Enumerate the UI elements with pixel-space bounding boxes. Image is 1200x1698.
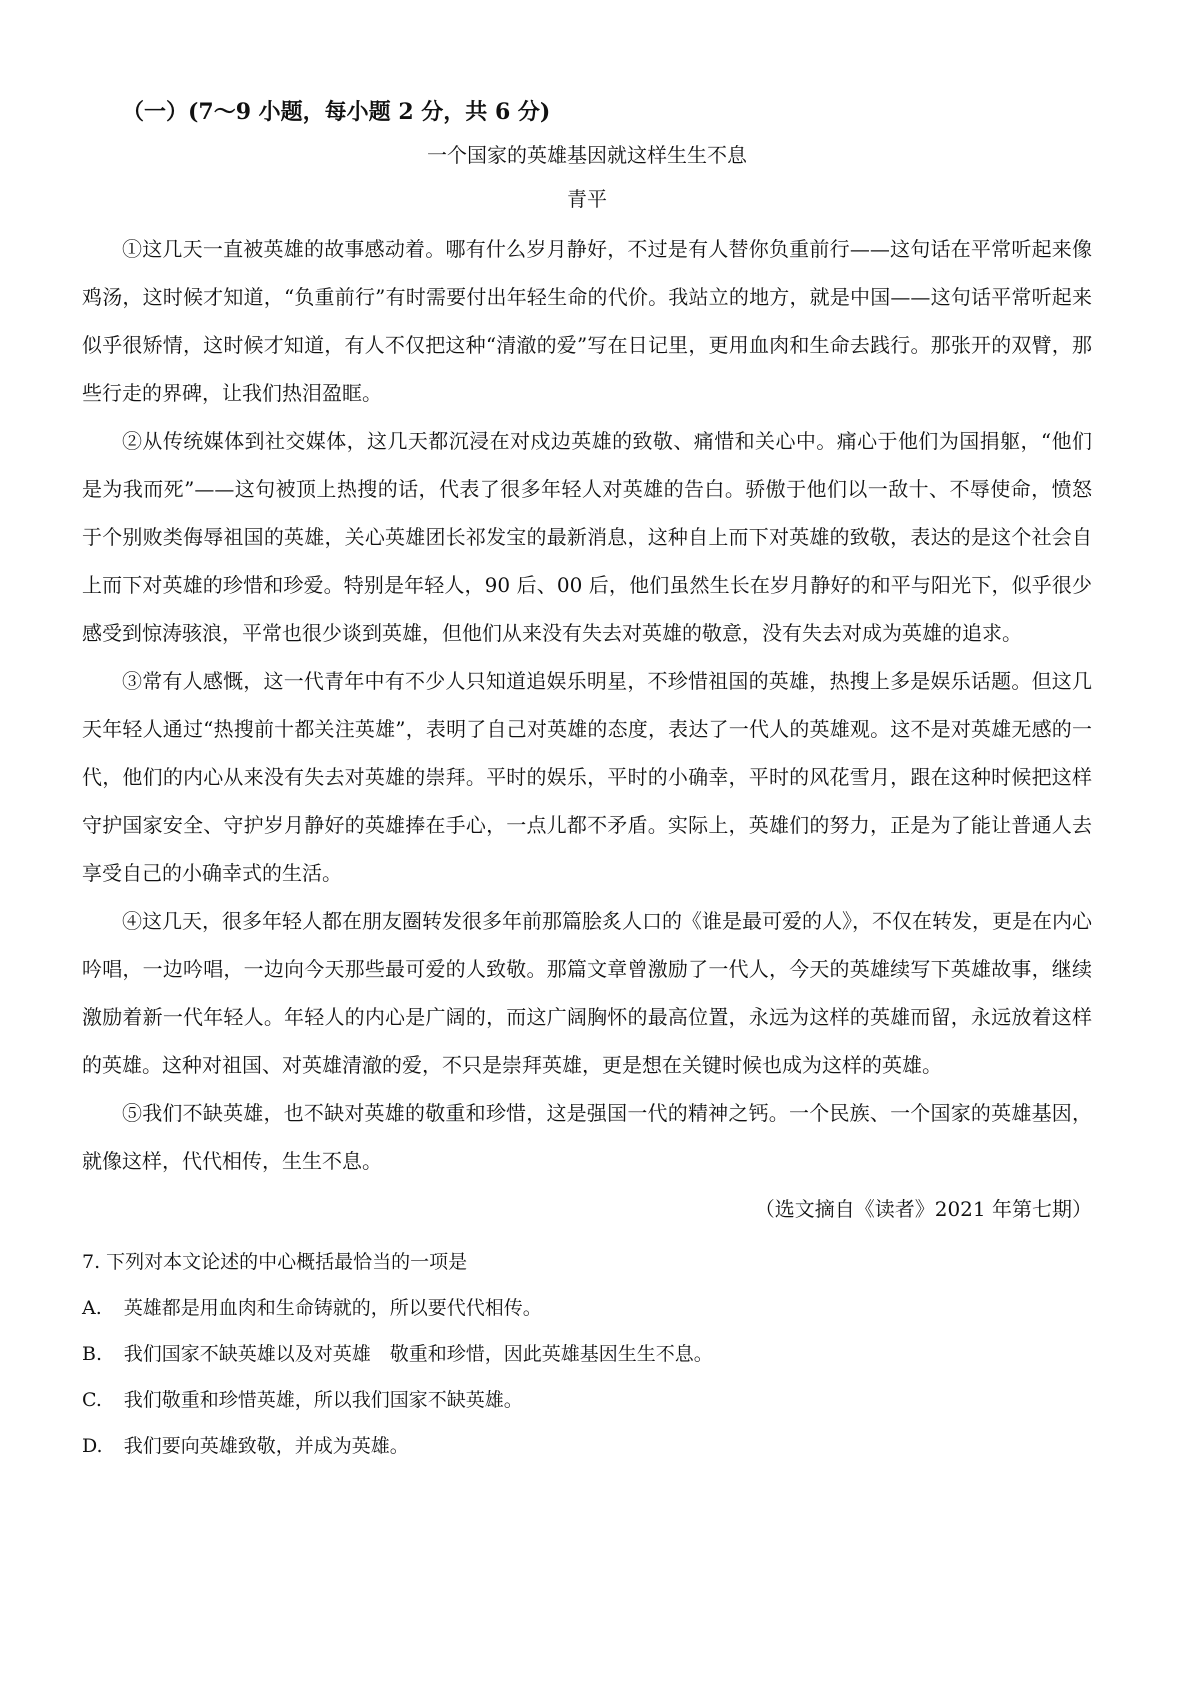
option-letter: C. bbox=[82, 1389, 102, 1411]
option-text: 我们国家不缺英雄以及对英雄 敬重和珍惜，因此英雄基因生生不息。 bbox=[123, 1343, 713, 1365]
option-text: 我们要向英雄致敬，并成为英雄。 bbox=[123, 1435, 409, 1457]
option-letter: B. bbox=[82, 1343, 103, 1365]
article-author: 青平 bbox=[567, 187, 607, 211]
paragraph-1: ①这几天一直被英雄的故事感动着。哪有什么岁月静好，不过是有人替你负重前行——这句话在平常听起来像鸡汤，这时候才知道，“负重前行”有时需要付出年轻生命的代价。我站立的地方，就是中国——这句话平常听起来似乎很矫情，这时候才知道，有人不仅把这种“清澈的爱”写在日记里，更用血肉和生命去践行。那张开的双臂，那些行走的界碑，让我们热泪盈眶。 bbox=[82, 237, 1092, 405]
question-7 bbox=[82, 1239, 1092, 1469]
option-letter: D. bbox=[82, 1435, 103, 1457]
option-c bbox=[82, 1377, 1092, 1423]
option-text: 英雄都是用血肉和生命铸就的，所以要代代相传。 bbox=[123, 1297, 542, 1319]
question-stem: 7. 下列对本文论述的中心概括最恰当的一项是 bbox=[82, 1251, 468, 1273]
article-source: （选文摘自《读者》2021 年第七期） bbox=[754, 1197, 1092, 1221]
article-body bbox=[82, 225, 1092, 1185]
paragraph-4: ④这几天，很多年轻人都在朋友圈转发很多年前那篇脍炙人口的《谁是最可爱的人》，不仅在转发，更是在内心吟唱，一边吟唱，一边向今天那些最可爱的人致敬。那篇文章曾激励了一代人，今天的英雄续写下英雄故事，继续激励着新一代年轻人。年轻人的内心是广阔的，而这广阔胸怀的最高位置，永远为这样的英雄而留，永远放着这样的英雄。这种对祖国、对英雄清澈的爱，不只是崇拜英雄，更是想在关键时候也成为这样的英雄。 bbox=[82, 909, 1092, 1077]
option-letter: A. bbox=[82, 1297, 102, 1319]
paragraph-3: ③常有人感慨，这一代青年中有不少人只知道追娱乐明星，不珍惜祖国的英雄，热搜上多是娱乐话题。但这几天年轻人通过“热搜前十都关注英雄”，表明了自己对英雄的态度，表达了一代人的英雄观。这不是对英雄无感的一代，他们的内心从来没有失去对英雄的崇拜。平时的娱乐，平时的小确幸，平时的风花雪月，跟在这种时候把这样守护国家安全、守护岁月静好的英雄捧在手心，一点儿都不矛盾。实际上，英雄们的努力，正是为了能让普通人去享受自己的小确幸式的生活。 bbox=[82, 669, 1092, 885]
article-title: 一个国家的英雄基因就这样生生不息 bbox=[427, 143, 747, 167]
paragraph-5: ⑤我们不缺英雄，也不缺对英雄的敬重和珍惜，这是强国一代的精神之钙。一个民族、一个国家的英雄基因，就像这样，代代相传，生生不息。 bbox=[82, 1101, 1092, 1173]
option-d bbox=[82, 1423, 1092, 1469]
option-b bbox=[82, 1331, 1092, 1377]
paragraph-2: ②从传统媒体到社交媒体，这几天都沉浸在对戍边英雄的致敬、痛惜和关心中。痛心于他们为国捐躯，“他们是为我而死”——这句被顶上热搜的话，代表了很多年轻人对英雄的告白。骄傲于他们以一敌十、不辱使命，愤怒于个别败类侮辱祖国的英雄，关心英雄团长祁发宝的最新消息，这种自上而下对英雄的致敬，表达的是这个社会自上而下对英雄的珍惜和珍爱。特别是年轻人，90 后、00 后，他们虽然生长在岁月静好的和平与阳光下，似乎很少感受到惊涛骇浪，平常也很少谈到英雄，但他们从来没有失去对英雄的敬意，没有失去对成为英雄的追求。 bbox=[82, 429, 1092, 645]
option-a bbox=[82, 1285, 1092, 1331]
option-text: 我们敬重和珍惜英雄，所以我们国家不缺英雄。 bbox=[123, 1389, 523, 1411]
section-heading: （一）(7～9 小题，每小题 2 分，共 6 分) bbox=[122, 99, 551, 125]
